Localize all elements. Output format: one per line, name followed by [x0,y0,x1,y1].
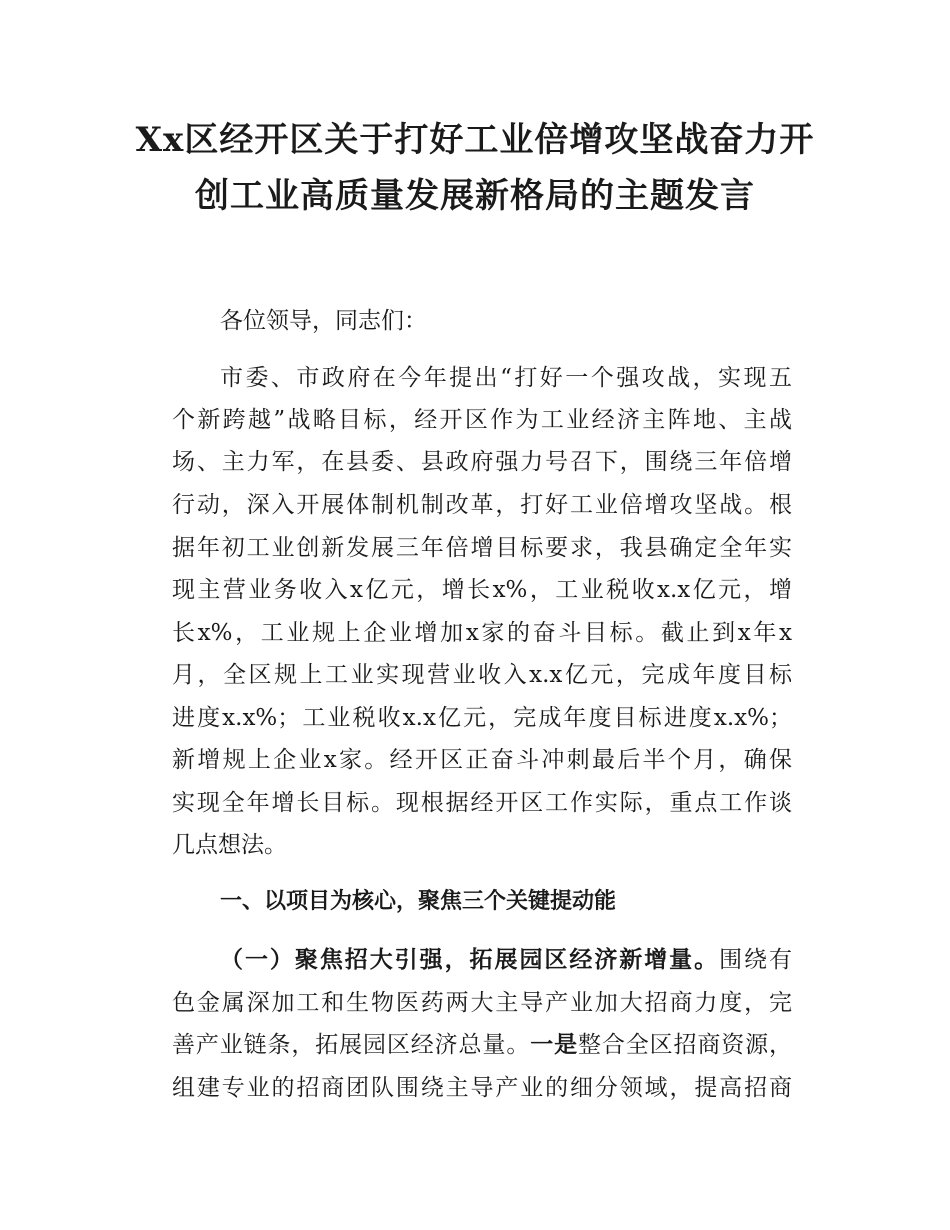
paragraph-1-line: 行动，深入开展体制机制改革，打好工业倍增攻坚战。根 [172,492,792,518]
paragraph-1-line: 场、主力军，在县委、县政府强力号召下，围绕三年倍增 [172,449,792,475]
paragraph-1-line: 进度x.x%；工业税收x.x亿元，完成年度目标进度x.x%； [172,705,792,731]
salutation: 各位领导，同志们： [220,308,427,334]
subsection-1-line [172,1030,792,1060]
paragraph-1-line: 新增规上企业x家。经开区正奋斗冲刺最后半个月，确保 [172,747,792,773]
paragraph-1-line: 长x%，工业规上企业增加x家的奋斗目标。截止到x年x [172,620,792,646]
document-title-line-1: Xx区经开区关于打好工业倍增攻坚战奋力开 [135,120,815,160]
subsection-1-line: 组建专业的招商团队围绕主导产业的细分领域，提高招商 [172,1075,792,1101]
paragraph-1-line: 几点想法。 [172,832,287,858]
document-title-line-2: 创工业高质量发展新格局的主题发言 [195,176,755,216]
subsection-1-line: 色金属深加工和生物医药两大主导产业加大招商力度，完 [172,990,792,1016]
subsection-1-text: 善产业链条，拓展园区经济总量。 [172,1032,531,1058]
paragraph-1-line: 市委、市政府在今年提出“打好一个强攻战，实现五 [220,365,792,391]
subsection-1-line [220,945,792,975]
paragraph-1-line: 月，全区规上工业实现营业收入x.x亿元，完成年度目标 [172,662,792,688]
paragraph-1-line: 据年初工业创新发展三年倍增目标要求，我县确定全年实 [172,535,792,561]
paragraph-1-line: 实现全年增长目标。现根据经开区工作实际，重点工作谈 [172,790,792,816]
subsection-1-text: 围绕有 [719,947,793,973]
subsection-1-bold-marker: 一是 [530,1032,578,1058]
paragraph-1-line: 现主营业务收入x亿元，增长x%，工业税收x.x亿元，增 [172,577,792,603]
paragraph-1-line: 个新跨越”战略目标，经开区作为工业经济主阵地、主战 [172,407,792,433]
section-1-heading: 一、以项目为核心，聚焦三个关键提动能 [220,889,617,914]
subsection-1-text: 整合全区招商资源， [577,1032,793,1058]
subsection-1-label: （一）聚焦招大引强，拓展园区经济新增量。 [220,947,720,973]
